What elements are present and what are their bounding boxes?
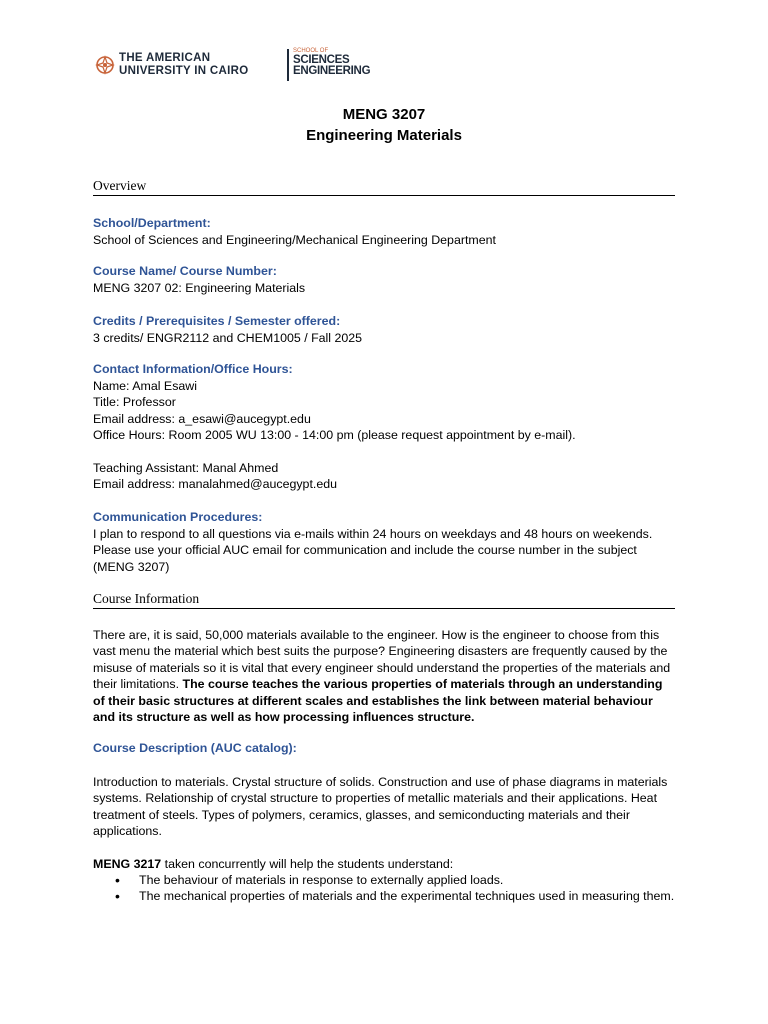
course-label: Course Name/ Course Number: (93, 264, 277, 278)
contact-info (93, 378, 675, 444)
contact-label: Contact Information/Office Hours: (93, 362, 293, 376)
course-intro-paragraph (93, 627, 675, 725)
contact-name: Name: Amal Esawi (93, 379, 197, 393)
description-label: Course Description (AUC catalog): (93, 741, 297, 755)
contact-title: Title: Professor (93, 395, 176, 410)
auc-seal-icon (95, 54, 115, 76)
course-name-title: Engineering Materials (306, 127, 462, 144)
course-value: MENG 3207 02: Engineering Materials (93, 281, 306, 295)
course-info-heading: Course Information (93, 591, 675, 609)
course-title-block (0, 104, 768, 146)
concurrent-text: taken concurrently will help the students understand: (161, 857, 454, 871)
school-sciences: SCIENCES (293, 54, 350, 66)
header-logos (95, 48, 371, 82)
concurrent-bullet-list (93, 872, 675, 905)
university-line-2: UNIVERSITY IN CAIRO (119, 65, 249, 77)
intro-plain-text: There are, it is said, 50,000 materials available to the engineer. How is the engineer to choose from this vast menu the material which best suits the purpose? Engineering disasters are frequently caused by the misuse of materials so it is vital that every engineer should understand the properties of the materials and their limitations. (93, 628, 671, 692)
university-line-1: THE AMERICAN (119, 52, 211, 64)
list-item: • The mechanical properties of materials and the experimental techniques used in measuring them. (93, 888, 675, 904)
sse-logo (293, 48, 370, 77)
list-item: • The behaviour of materials in response to externally applied loads. (93, 872, 675, 888)
contact-email: Email address: a_esawi@aucegypt.edu (93, 411, 311, 426)
credits-value: 3 credits/ ENGR2112 and CHEM1005 / Fall 2025 (93, 331, 363, 345)
comm-value: I plan to respond to all questions via e-mails within 24 hours on weekdays and 48 hours on weekends. Please use your official AUC email for communication and include the course number in the subject (MENG 3207) (93, 527, 653, 574)
overview-heading: Overview (93, 178, 675, 196)
school-of-label: SCHOOL OF (293, 48, 329, 54)
course-code-title: MENG 3207 (342, 106, 426, 123)
description-value: Introduction to materials. Crystal structure of solids. Construction and use of phase diagrams in materials systems. Relationship of crystal structure to properties of metallic materials and their applications. Heat treatment of steels. Types of polymers, ceramics, glasses, and semiconducting materials and their applications. (93, 775, 668, 839)
school-label: School/Department: (93, 216, 211, 230)
credits-label: Credits / Prerequisites / Semester offered: (93, 314, 341, 328)
ta-name: Teaching Assistant: Manal Ahmed (93, 461, 279, 475)
contact-office-hours: Office Hours: Room 2005 WU 13:00 - 14:00 pm (please request appointment by e-mail). (93, 428, 576, 443)
ta-info (93, 460, 675, 493)
school-value: School of Sciences and Engineering/Mechanical Engineering Department (93, 233, 496, 247)
concurrent-course-code: MENG 3217 (93, 857, 162, 871)
logo-divider (287, 49, 289, 81)
school-engineering: ENGINEERING (293, 65, 371, 77)
concurrent-line (93, 856, 675, 872)
comm-label: Communication Procedures: (93, 510, 263, 524)
intro-bold-text: The course teaches the various properties of materials through an understanding of their basic structures at different scales and establishes the link between material behaviour and its structure as well as how processing influences structure. (93, 677, 663, 725)
auc-logo (95, 52, 248, 78)
ta-email: Email address: manalahmed@aucegypt.edu (93, 477, 338, 492)
